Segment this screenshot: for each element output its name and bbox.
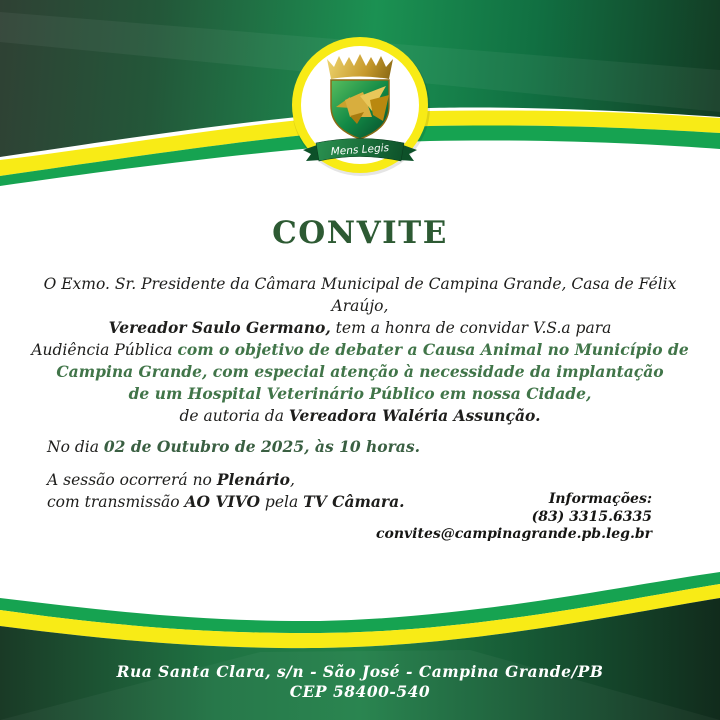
invitation-line-1: O Exmo. Sr. Presidente da Câmara Municipal de Campina Grande, Casa de Félix Araújo,: [43, 275, 677, 315]
contact-info-label: Informações:: [548, 491, 652, 507]
contact-email: convites@campinagrande.pb.leg.br: [375, 526, 652, 542]
invitation-line-3: Audiência Pública com o objetivo de debater a Causa Animal no Município de: [31, 340, 689, 359]
tv-channel-name: TV Câmara.: [303, 492, 405, 511]
session-line-1: A sessão ocorrerá no Plenário,: [47, 470, 295, 489]
author-name: Vereadora Waléria Assunção.: [288, 406, 541, 425]
event-date-value: 02 de Outubro de 2025, às 10 horas.: [103, 437, 420, 456]
event-date: No dia 02 de Outubro de 2025, às 10 horas.: [47, 437, 420, 456]
top-banner: [0, 0, 720, 200]
invitation-text: [28, 273, 692, 427]
municipal-emblem: [292, 37, 430, 176]
session-details: [47, 469, 405, 513]
page-title: CONVITE: [272, 215, 448, 251]
invitation-line-4: Campina Grande, com especial atenção à necessidade da implantação: [56, 362, 664, 381]
footer-cep: CEP 58400-540: [289, 682, 431, 701]
invitation-line-2: Vereador Saulo Germano, tem a honra de convidar V.S.a para: [108, 318, 612, 337]
emblem-motto: Mens Legis: [330, 141, 390, 159]
host-name: Vereador Saulo Germano,: [108, 318, 331, 337]
invitation-line-5: de um Hospital Veterinário Público em nossa Cidade,: [128, 384, 592, 403]
session-line-2: com transmissão AO VIVO pela TV Câmara.: [47, 492, 405, 511]
invitation-line-6: de autoria da Vereadora Waléria Assunção.: [179, 406, 541, 425]
contact-info: [376, 491, 652, 544]
contact-phone: (83) 3315.6335: [531, 508, 652, 525]
footer-address: Rua Santa Clara, s/n - São José - Campina Grande/PB: [116, 662, 604, 681]
venue-name: Plenário: [216, 470, 290, 489]
footer-address-block: [0, 662, 720, 702]
